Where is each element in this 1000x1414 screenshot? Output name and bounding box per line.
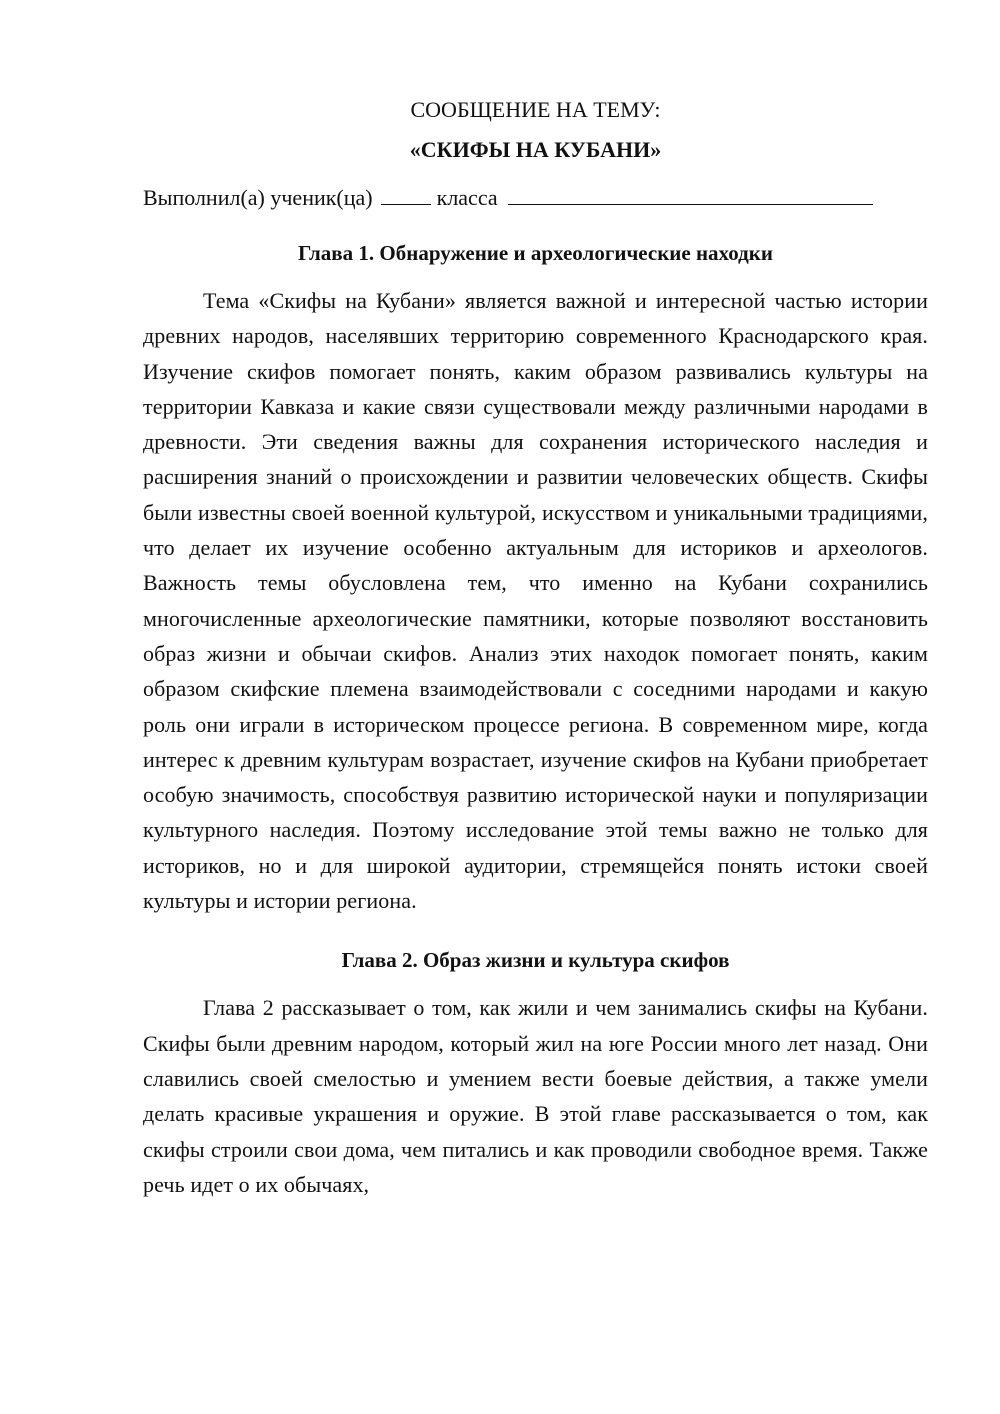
- chapter-1-paragraph: Тема «Скифы на Кубани» является важной и интересной частью истории древних народов, населявших территорию современного Краснодарского края. Изучение скифов помогает понять, каким образом развивались культуры на территории Кавказа и какие связи существовали между различными народами в древности. Эти сведения важны для сохранения исторического наследия и расширения знаний о происхождении и развитии человеческих обществ. Скифы были известны своей военной культурой, искусством и уникальными традициями, что делает их изучение особенно актуальным для историков и археологов. Важность темы обусловлена тем, что именно на Кубани сохранились многочисленные археологические памятники, которые позволяют восстановить образ жизни и обычаи скифов. Анализ этих находок помогает понять, каким образом скифские племена взаимодействовали с соседними народами и какую роль они играли в историческом процессе региона. В современном мире, когда интерес к древним культурам возрастает, изучение скифов на Кубани приобретает особую значимость, способствуя развитию исторической науки и популяризации культурного наследия. Поэтому исследование этой темы важно не только для историков, но и для широкой аудитории, стремящейся понять истоки своей культуры и истории региона.: [143, 288, 928, 914]
- document-title: «СКИФЫ НА КУБАНИ»: [409, 137, 662, 162]
- author-prefix: Выполнил(а) ученик(ца): [143, 185, 373, 210]
- chapter-2-paragraph: Глава 2 рассказывает о том, как жили и чем занимались скифы на Кубани. Скифы были древним народом, который жил на юге России много лет назад. Они славились своей смелостью и умением вести боевые действия, а также умели делать красивые украшения и оружие. В этой главе рассказывается о том, как скифы строили свои дома, чем питались и как проводили свободное время. Также речь идет о их обычаях,: [143, 995, 928, 1197]
- chapter-1-title: Глава 1. Обнаружение и археологические находки: [298, 241, 773, 265]
- author-line: [143, 180, 928, 216]
- document-body: [143, 92, 928, 1202]
- class-word: класса: [436, 185, 498, 210]
- class-number-blank: [381, 182, 431, 205]
- topic-label: СООБЩЕНИЕ НА ТЕМУ:: [410, 97, 661, 122]
- class-name-blank: [508, 182, 873, 205]
- chapter-2-title: Глава 2. Образ жизни и культура скифов: [341, 948, 730, 973]
